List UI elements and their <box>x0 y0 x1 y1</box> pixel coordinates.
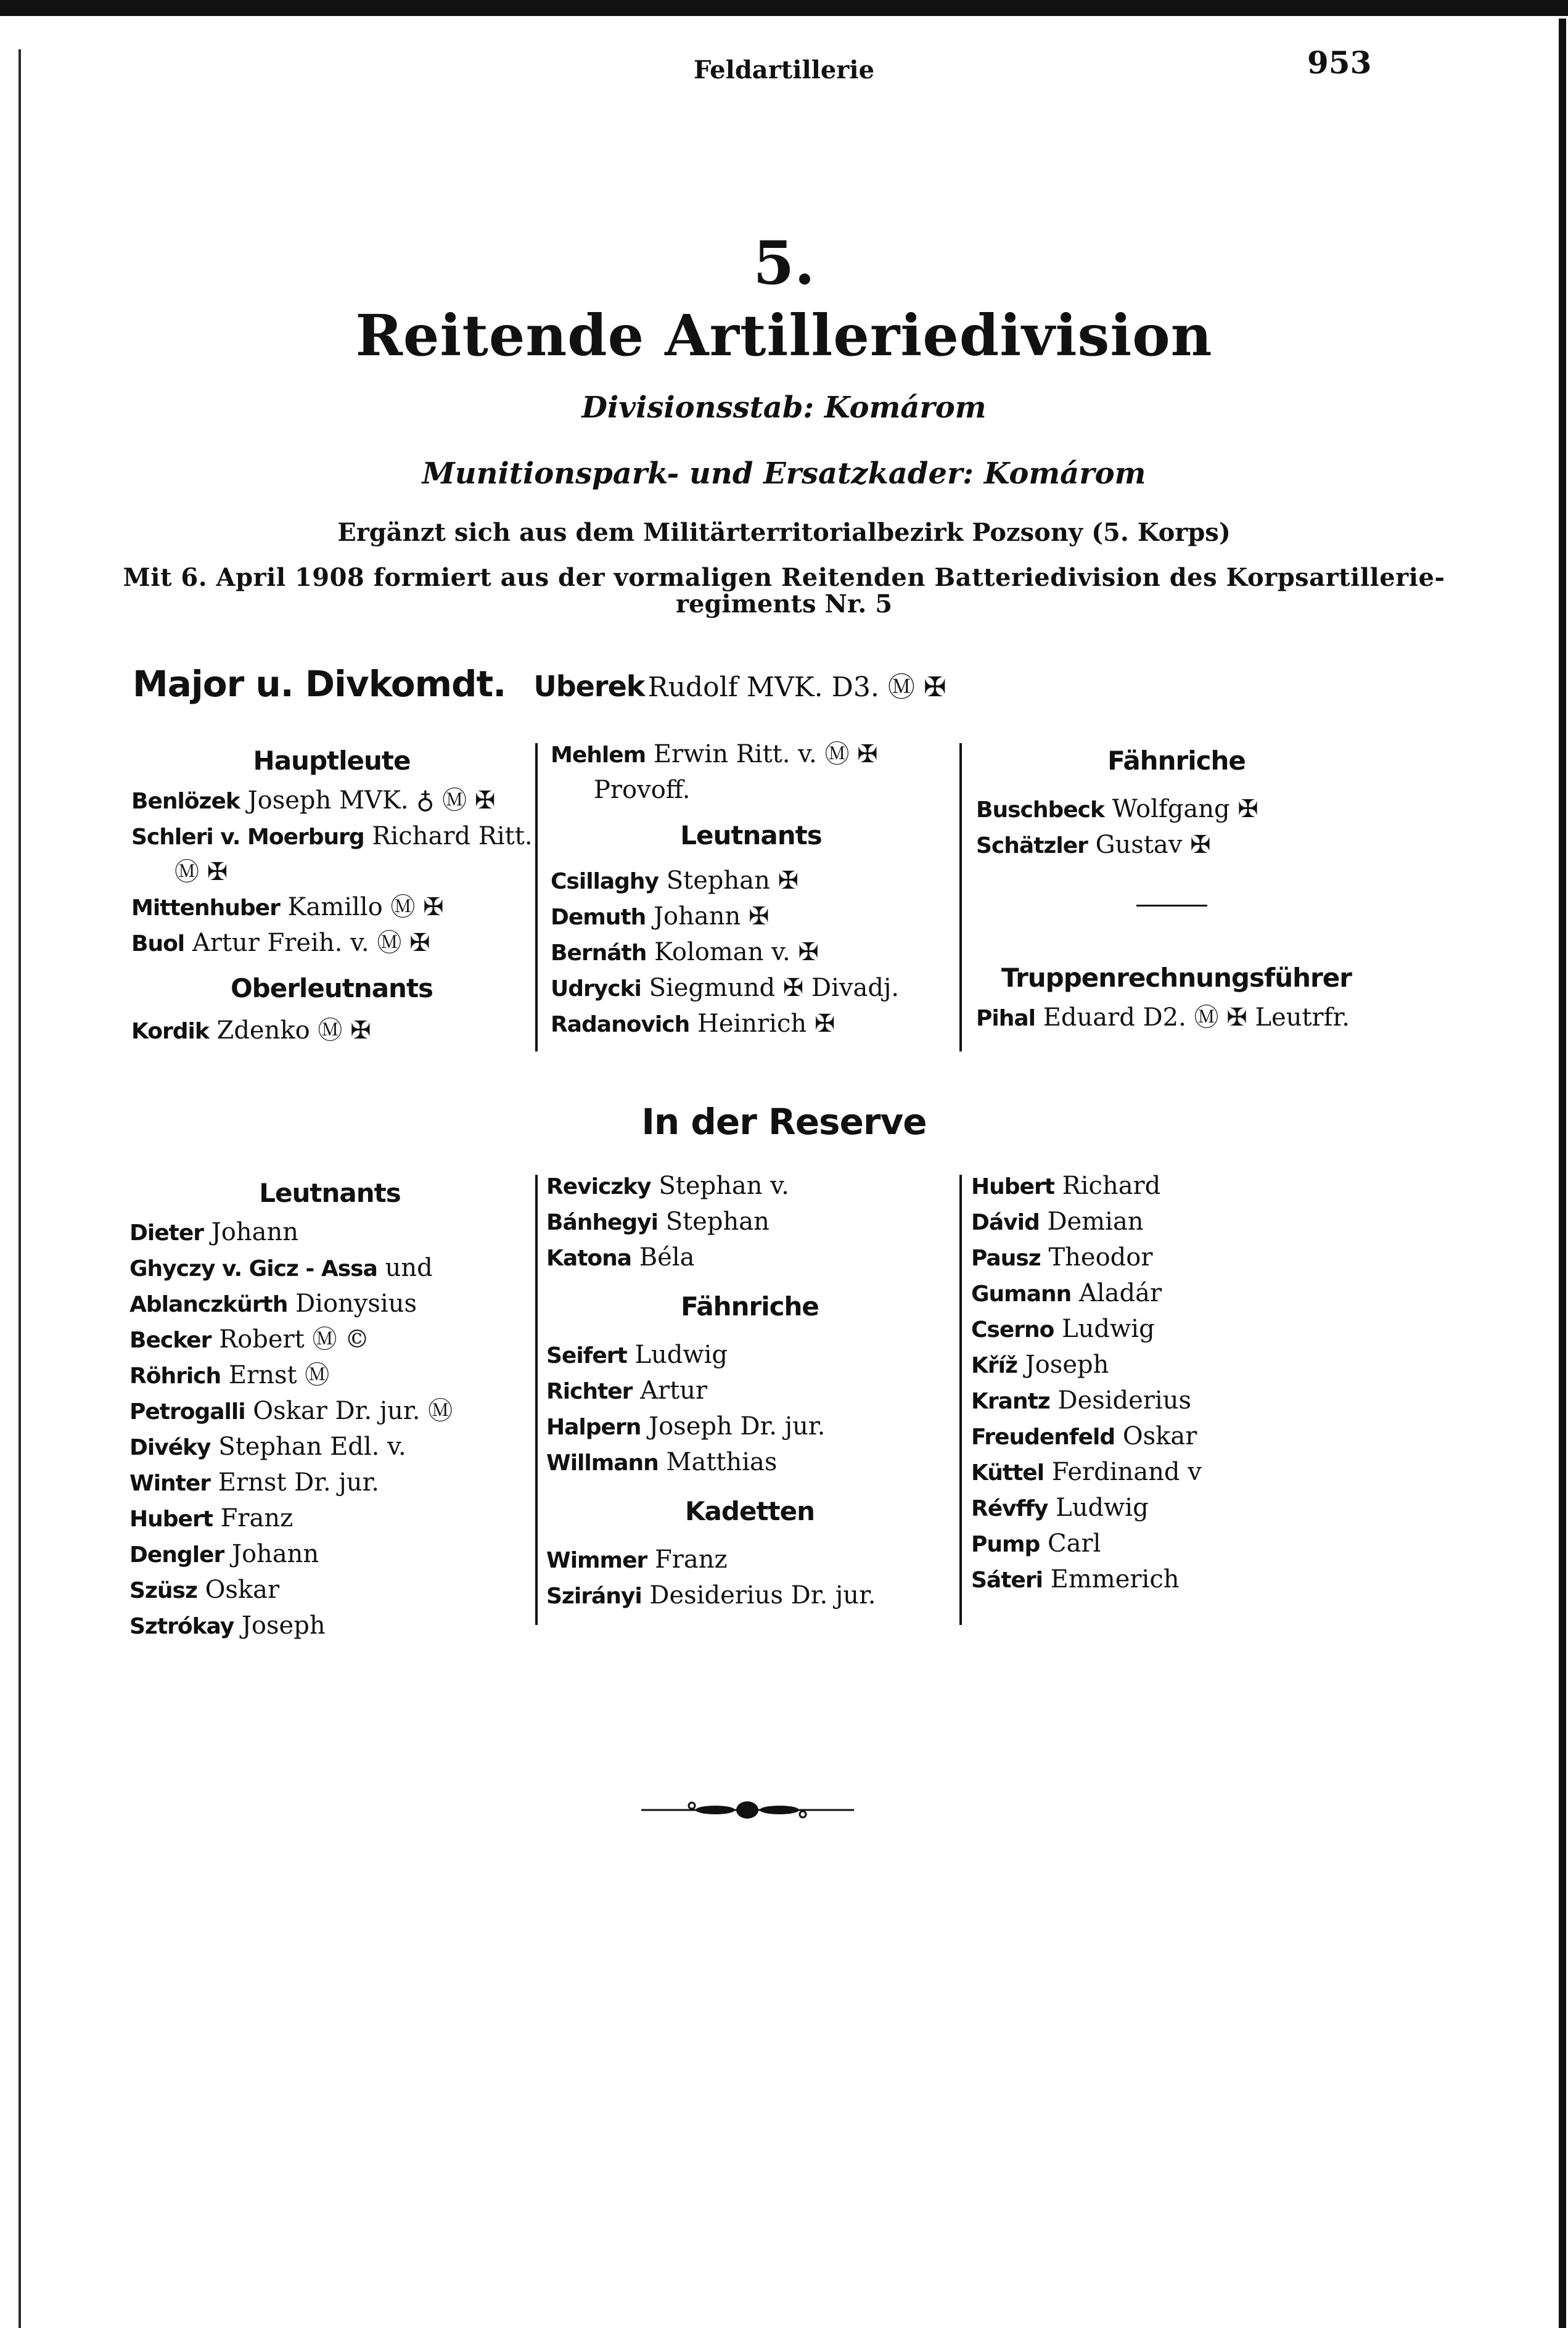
entry-details: Erwin Ritt. v. Ⓜ ✠ <box>653 740 878 768</box>
entry-surname: Ablanczkürth <box>129 1292 288 1317</box>
list-item <box>546 1373 953 1409</box>
column-divider <box>959 743 962 1051</box>
entry-surname: Kříž <box>971 1353 1017 1378</box>
entry-details: Carl <box>1048 1529 1101 1558</box>
park-line: Munitionspark- und Ersatzkader: Komárom <box>422 456 1146 491</box>
entry-surname: Röhrich <box>129 1363 221 1389</box>
list-item <box>971 1419 1378 1455</box>
entry-details: Ernst Ⓜ <box>228 1361 330 1389</box>
list-item <box>551 935 951 971</box>
entry-surname: Révffy <box>971 1496 1048 1521</box>
entry-details: Oskar <box>205 1576 280 1604</box>
division-number: 5. <box>753 228 815 298</box>
list-item <box>971 1169 1378 1204</box>
section-heading-leutnants: Leutnants <box>680 820 822 850</box>
entry-details: Artur Freih. v. Ⓜ ✠ <box>192 929 430 957</box>
entry-details: und <box>385 1254 433 1282</box>
entry-surname: Benlözek <box>131 789 240 814</box>
column-divider <box>959 1175 962 1625</box>
entry-details: Johann <box>231 1540 319 1568</box>
list-item <box>129 1358 530 1394</box>
list-item <box>971 1312 1378 1347</box>
list-item <box>129 1215 530 1251</box>
entry-details: Aladár <box>1078 1279 1162 1307</box>
list-item <box>976 1000 1377 1036</box>
entry-details: Dionysius <box>295 1289 417 1318</box>
entry-details: Matthias <box>666 1448 778 1476</box>
entry-details: Artur <box>640 1376 708 1405</box>
list-item <box>129 1465 530 1501</box>
running-head: Feldartillerie <box>693 56 875 84</box>
page-title: Reitende Artilleriedivision <box>355 302 1213 369</box>
entry-details: Béla <box>639 1243 695 1272</box>
staff-line: Divisionsstab: Komárom <box>581 390 987 425</box>
scan-top-border <box>0 0 1568 16</box>
entry-details: Franz <box>220 1504 293 1532</box>
entry-surname: Hubert <box>129 1507 213 1532</box>
list-item <box>971 1204 1378 1240</box>
list-item <box>131 783 532 819</box>
entry-surname: Pump <box>971 1532 1040 1557</box>
entry-surname: Udrycki <box>551 976 641 1002</box>
entry-details: Ferdinand v <box>1051 1458 1202 1486</box>
list-item <box>971 1562 1378 1598</box>
list-item <box>971 1383 1378 1419</box>
list-item <box>551 737 951 773</box>
entry-surname: Pausz <box>971 1246 1041 1271</box>
entry-surname: Dávid <box>971 1210 1040 1235</box>
entry-details: Emmerich <box>1050 1565 1180 1594</box>
entry-details: Zdenko Ⓜ ✠ <box>216 1016 371 1045</box>
supplement-line: Ergänzt sich aus dem Militärterritorialbezirk Pozsony (5. Korps) <box>337 518 1231 547</box>
entry-surname: Cserno <box>971 1317 1054 1343</box>
entry-surname: Szirányi <box>546 1584 642 1609</box>
list-item <box>129 1286 530 1322</box>
list-item <box>546 1169 953 1204</box>
entry-details: Ludwig <box>634 1341 728 1369</box>
list-item <box>546 1578 953 1614</box>
list-item <box>546 1409 953 1445</box>
list-item <box>971 1240 1378 1276</box>
entry-details: Desiderius Dr. jur. <box>649 1581 876 1610</box>
entry-details: Richard <box>1062 1172 1161 1200</box>
list-item <box>971 1347 1378 1383</box>
active-column-3-lower <box>976 956 1377 1036</box>
list-item <box>976 828 1377 863</box>
reserve-heading: In der Reserve <box>641 1101 927 1143</box>
entry-surname: Bernáth <box>551 940 647 966</box>
reserve-column-1 <box>129 1172 530 1644</box>
entry-surname: Krantz <box>971 1389 1050 1414</box>
list-item <box>551 971 951 1006</box>
entry-details: Franz <box>654 1545 728 1574</box>
list-item <box>129 1501 530 1537</box>
entry-details: Ludwig <box>1056 1494 1149 1522</box>
list-item <box>129 1251 530 1286</box>
commander-line <box>133 663 946 705</box>
list-item <box>129 1537 530 1573</box>
active-column-2 <box>551 737 951 1042</box>
section-heading-truppenrechnungsfuehrer: Truppenrechnungsführer <box>1001 963 1352 993</box>
commander-surname: Uberek <box>533 670 645 703</box>
entry-surname: Divéky <box>129 1435 211 1460</box>
entry-details: Theodor <box>1048 1243 1153 1272</box>
entry-details: Oskar <box>1122 1422 1197 1450</box>
entry-details: Joseph Dr. jur. <box>649 1412 826 1441</box>
entry-details: Stephan ✠ <box>666 866 799 895</box>
entry-surname: Winter <box>129 1471 211 1496</box>
entry-details: Stephan Edl. v. <box>218 1433 406 1461</box>
entry-surname: Halpern <box>546 1415 641 1440</box>
entry-surname: Szüsz <box>129 1578 197 1603</box>
active-column-1 <box>131 739 532 1049</box>
list-item <box>551 863 951 899</box>
entry-details: Joseph <box>241 1611 326 1640</box>
list-item <box>976 792 1377 828</box>
list-item <box>131 926 532 961</box>
list-item <box>546 1338 953 1373</box>
reserve-column-3 <box>971 1169 1378 1598</box>
entry-details: Koloman v. ✠ <box>654 938 819 966</box>
entry-surname: Bánhegyi <box>546 1210 658 1235</box>
entry-surname: Schleri v. Moerburg <box>131 825 364 850</box>
entry-surname: Freudenfeld <box>971 1425 1115 1450</box>
entry-surname: Buschbeck <box>976 797 1104 823</box>
list-item <box>971 1526 1378 1562</box>
entry-surname: Reviczky <box>546 1174 651 1199</box>
list-item <box>129 1322 530 1358</box>
entry-surname: Hubert <box>971 1174 1054 1199</box>
entry-surname: Dieter <box>129 1220 204 1246</box>
section-heading-hauptleute: Hauptleute <box>253 746 411 776</box>
entry-details: Desiderius <box>1057 1386 1191 1415</box>
entry-details: Richard Ritt. <box>372 822 533 850</box>
entry-details: Kamillo Ⓜ ✠ <box>287 893 444 921</box>
entry-surname: Katona <box>546 1246 632 1271</box>
entry-surname: Ghyczy v. Gicz - Assa <box>129 1256 377 1281</box>
entry-surname: Csillaghy <box>551 869 659 894</box>
entry-details: Wolfgang ✠ <box>1112 795 1258 823</box>
list-item <box>546 1204 953 1240</box>
entry-details: Johann <box>211 1218 298 1246</box>
entry-surname: Dengler <box>129 1542 224 1568</box>
entry-surname: Petrogalli <box>129 1399 245 1425</box>
entry-details: Ernst Dr. jur. <box>218 1468 380 1497</box>
list-item <box>131 855 532 890</box>
page-number: 953 <box>1307 44 1372 81</box>
entry-surname: Richter <box>546 1379 633 1404</box>
section-heading-faehnriche: Fähnriche <box>1107 746 1246 776</box>
entry-details: Siegmund ✠ Divadj. <box>649 974 900 1002</box>
entry-details: Provoff. <box>594 776 691 804</box>
entry-details: Oskar Dr. jur. Ⓜ <box>253 1397 453 1425</box>
entry-details: Gustav ✠ <box>1095 831 1211 859</box>
entry-surname: Seifert <box>546 1343 627 1368</box>
entry-details: Eduard D2. Ⓜ ✠ Leutrfr. <box>1043 1003 1350 1032</box>
list-item <box>551 773 951 808</box>
entry-surname: Sáteri <box>971 1568 1043 1593</box>
list-item <box>546 1542 953 1578</box>
entry-details: Stephan <box>665 1207 770 1236</box>
entry-details: Heinrich ✠ <box>697 1010 835 1038</box>
entry-surname: Buol <box>131 931 185 956</box>
list-item <box>129 1573 530 1608</box>
active-column-3 <box>976 739 1377 863</box>
list-item <box>131 890 532 926</box>
entry-surname: Kordik <box>131 1019 209 1044</box>
entry-details: Johann ✠ <box>654 902 770 931</box>
commander-rank: Major u. Divkomdt. <box>133 663 506 705</box>
short-rule <box>1136 905 1207 907</box>
entry-details: Ludwig <box>1062 1315 1155 1343</box>
list-item <box>546 1240 953 1276</box>
section-heading-kadetten: Kadetten <box>685 1496 815 1526</box>
entry-details: Demian <box>1047 1207 1144 1236</box>
entry-details: Joseph MVK. ♁ Ⓜ ✠ <box>247 786 496 815</box>
list-item <box>551 1006 951 1042</box>
column-divider <box>535 743 538 1051</box>
section-heading-oberleutnants: Oberleutnants <box>230 973 433 1003</box>
list-item <box>971 1491 1378 1526</box>
formed-line-1: Mit 6. April 1908 formiert aus der vormaligen Reitenden Batteriedivision des Korpsartillerie- <box>123 563 1445 592</box>
entry-surname: Küttel <box>971 1460 1045 1486</box>
entry-details: Stephan v. <box>659 1172 789 1200</box>
column-divider <box>535 1175 538 1625</box>
list-item <box>129 1608 530 1644</box>
entry-surname: Wimmer <box>546 1548 647 1573</box>
section-heading-reserve-faehnriche: Fähnriche <box>681 1291 819 1322</box>
list-item <box>129 1429 530 1465</box>
entry-details: Ⓜ ✠ <box>174 858 228 886</box>
entry-surname: Mittenhuber <box>131 895 280 921</box>
entry-surname: Radanovich <box>551 1012 690 1037</box>
entry-surname: Pihal <box>976 1006 1035 1031</box>
list-item <box>551 899 951 935</box>
list-item <box>131 819 532 855</box>
entry-surname: Demuth <box>551 905 646 930</box>
entry-details: Robert Ⓜ © <box>219 1325 370 1354</box>
list-item <box>971 1455 1378 1491</box>
list-item <box>971 1276 1378 1312</box>
commander-details: Rudolf MVK. D3. Ⓜ ✠ <box>647 672 946 703</box>
list-item <box>129 1394 530 1429</box>
ornament-icon <box>641 1795 854 1825</box>
entry-surname: Mehlem <box>551 742 646 768</box>
list-item <box>546 1445 953 1481</box>
reserve-column-2 <box>546 1169 953 1614</box>
entry-surname: Sztrókay <box>129 1614 234 1639</box>
formed-line-2: regiments Nr. 5 <box>675 590 893 619</box>
list-item <box>131 1013 532 1049</box>
entry-surname: Schätzler <box>976 833 1088 858</box>
ornament-divider <box>641 1795 854 1828</box>
entry-details: Joseph <box>1025 1351 1109 1379</box>
section-heading-reserve-leutnants: Leutnants <box>259 1178 401 1208</box>
entry-surname: Willmann <box>546 1450 659 1476</box>
entry-surname: Becker <box>129 1328 211 1353</box>
entry-surname: Gumann <box>971 1281 1072 1307</box>
